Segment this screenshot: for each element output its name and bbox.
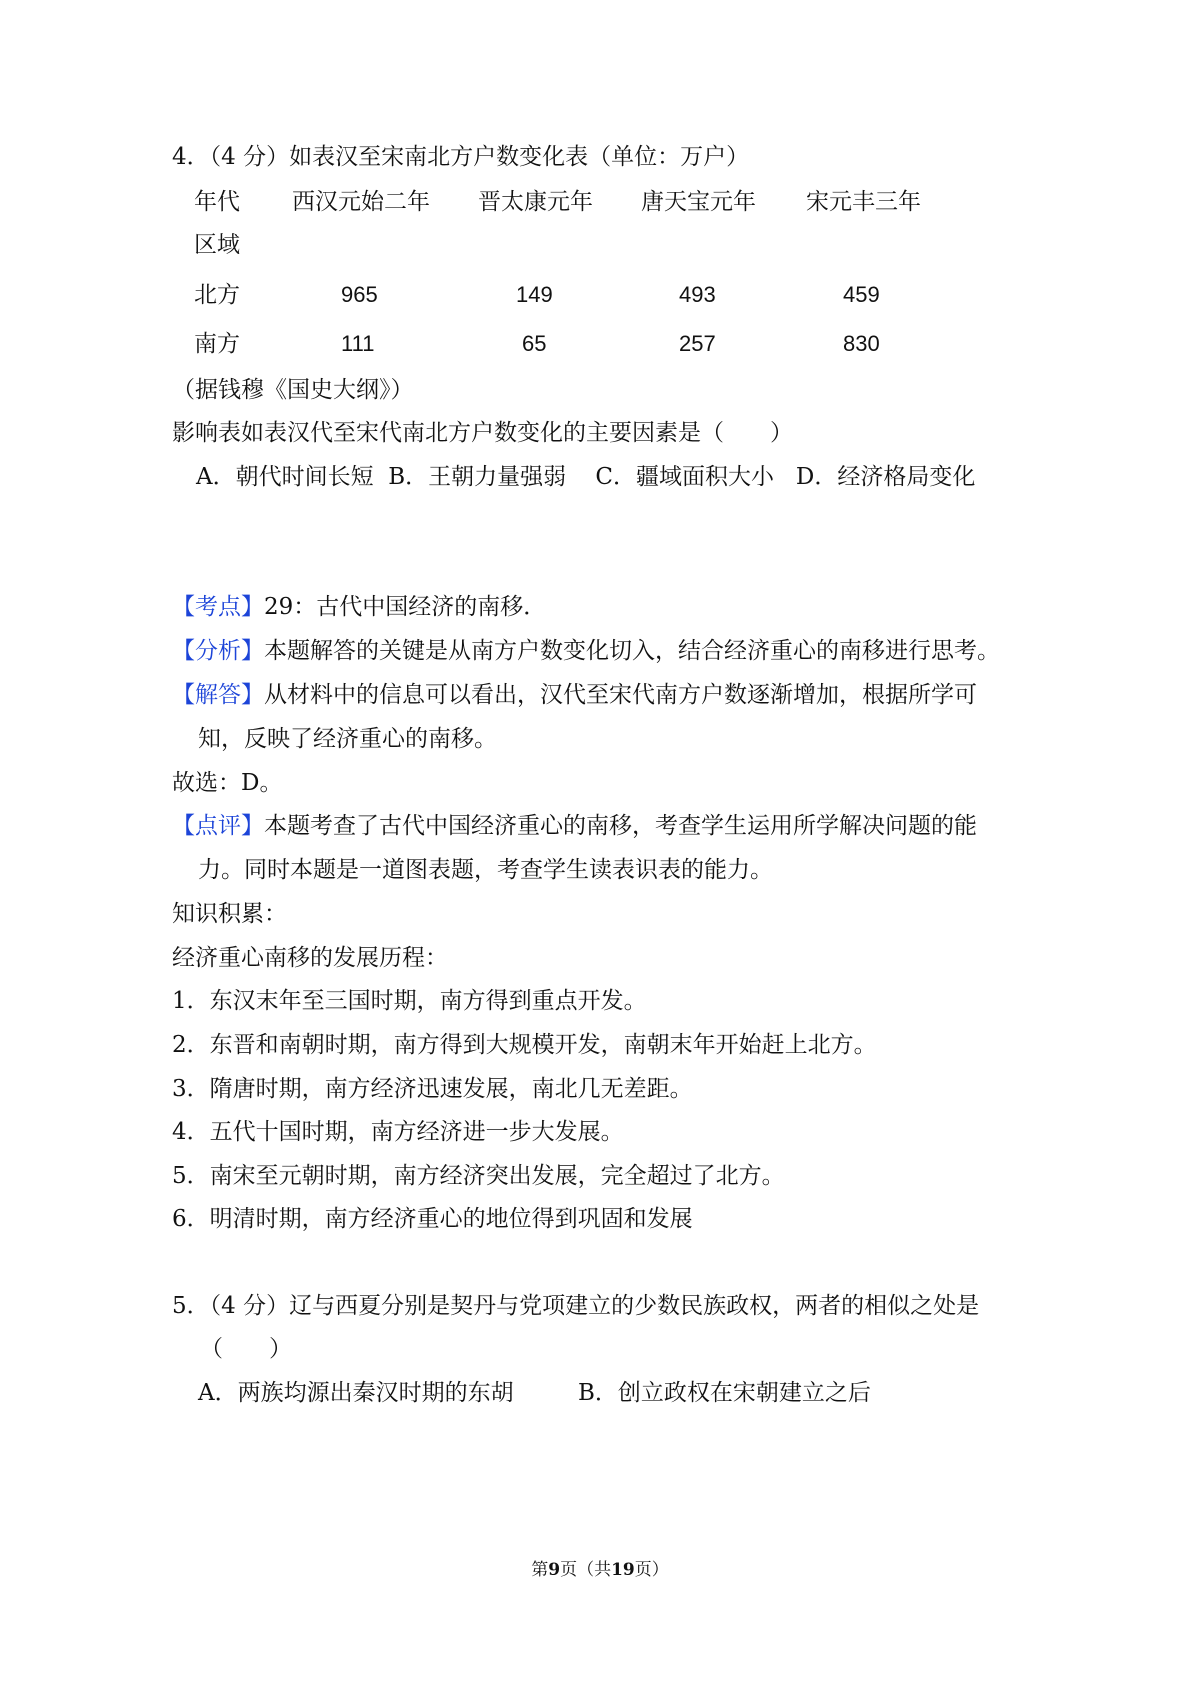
footer-page-number: 9 (548, 1560, 561, 1580)
list-item: 6．明清时期，南方经济重心的地位得到巩固和发展 (172, 1206, 693, 1232)
table-column-header: 唐天宝元年 (641, 189, 756, 215)
table-cell: 149 (516, 282, 553, 307)
table-cell: 965 (341, 282, 378, 307)
dianping-section (172, 811, 977, 841)
kaodian-tag: 【考点】 (172, 594, 264, 620)
footer-suffix: 页） (634, 1560, 669, 1580)
table-column-header: 晋太康元年 (478, 189, 593, 215)
footer-prefix: 第 (531, 1560, 549, 1580)
knowledge-subtitle: 经济重心南移的发展历程： (172, 945, 448, 971)
dianping-text: 本题考查了古代中国经济重心的南移，考查学生运用所学解决问题的能 (264, 813, 977, 839)
list-item: 4．五代十国时期，南方经济进一步大发展。 (172, 1119, 624, 1145)
table-corner-top: 年代 (194, 189, 240, 215)
dianping-tag: 【点评】 (172, 813, 264, 839)
table-cell: 111 (341, 331, 375, 356)
fenxi-text: 本题解答的关键是从南方户数变化切入，结合经济重心的南移进行思考。 (264, 638, 1000, 664)
question-5-option-a: A．两族均源出秦汉时期的东胡 (198, 1380, 514, 1406)
knowledge-title: 知识积累： (172, 901, 287, 927)
table-cell: 493 (679, 282, 716, 307)
table-cell: 459 (843, 282, 880, 307)
jieda-text-continued: 知，反映了经济重心的南移。 (198, 726, 497, 752)
list-item: 1．东汉末年至三国时期，南方得到重点开发。 (172, 988, 647, 1014)
table-cell: 830 (843, 331, 880, 356)
question-4-title: 4．（4 分）如表汉至宋南北方户数变化表（单位：万户） (172, 144, 750, 170)
table-column-header: 西汉元始二年 (292, 189, 430, 215)
footer-middle: 页（共 (560, 1560, 612, 1580)
question-4-stem: 影响表如表汉代至宋代南北方户数变化的主要因素是（ ） (172, 420, 793, 446)
question-5-title: 5．（4 分）辽与西夏分别是契丹与党项建立的少数民族政权，两者的相似之处是 (172, 1293, 980, 1319)
question-5-paren: （ ） (200, 1336, 292, 1362)
fenxi-section (172, 636, 1000, 666)
table-source: （据钱穆《国史大纲》） (172, 377, 414, 403)
list-item: 3．隋唐时期，南方经济迅速发展，南北几无差距。 (172, 1076, 693, 1102)
footer-total-pages: 19 (611, 1560, 635, 1580)
list-item: 2．东晋和南朝时期，南方得到大规模开发，南朝末年开始赶上北方。 (172, 1032, 877, 1058)
table-row-label: 南方 (194, 331, 240, 357)
fenxi-tag: 【分析】 (172, 638, 264, 664)
jieda-text: 从材料中的信息可以看出，汉代至宋代南方户数逐渐增加，根据所学可 (264, 682, 977, 708)
jieda-tag: 【解答】 (172, 682, 264, 708)
question-5-option-b: B．创立政权在宋朝建立之后 (578, 1380, 871, 1406)
table-cell: 257 (679, 331, 716, 356)
kaodian-text: 29：古代中国经济的南移． (264, 594, 547, 620)
kaodian-section (172, 592, 546, 622)
table-row-label: 北方 (194, 282, 240, 308)
table-cell: 65 (522, 331, 547, 356)
table-column-header: 宋元丰三年 (806, 189, 921, 215)
answer-line: 故选：D。 (172, 770, 283, 796)
table-corner-bottom: 区域 (194, 232, 240, 258)
list-item: 5．南宋至元朝时期，南方经济突出发展，完全超过了北方。 (172, 1163, 785, 1189)
dianping-text-continued: 力。同时本题是一道图表题，考查学生读表识表的能力。 (198, 857, 773, 883)
page-footer (0, 1558, 1200, 1582)
jieda-section (172, 680, 977, 710)
question-4-options: A．朝代时间长短 B．王朝力量强弱 C．疆域面积大小 D．经济格局变化 (196, 464, 976, 490)
